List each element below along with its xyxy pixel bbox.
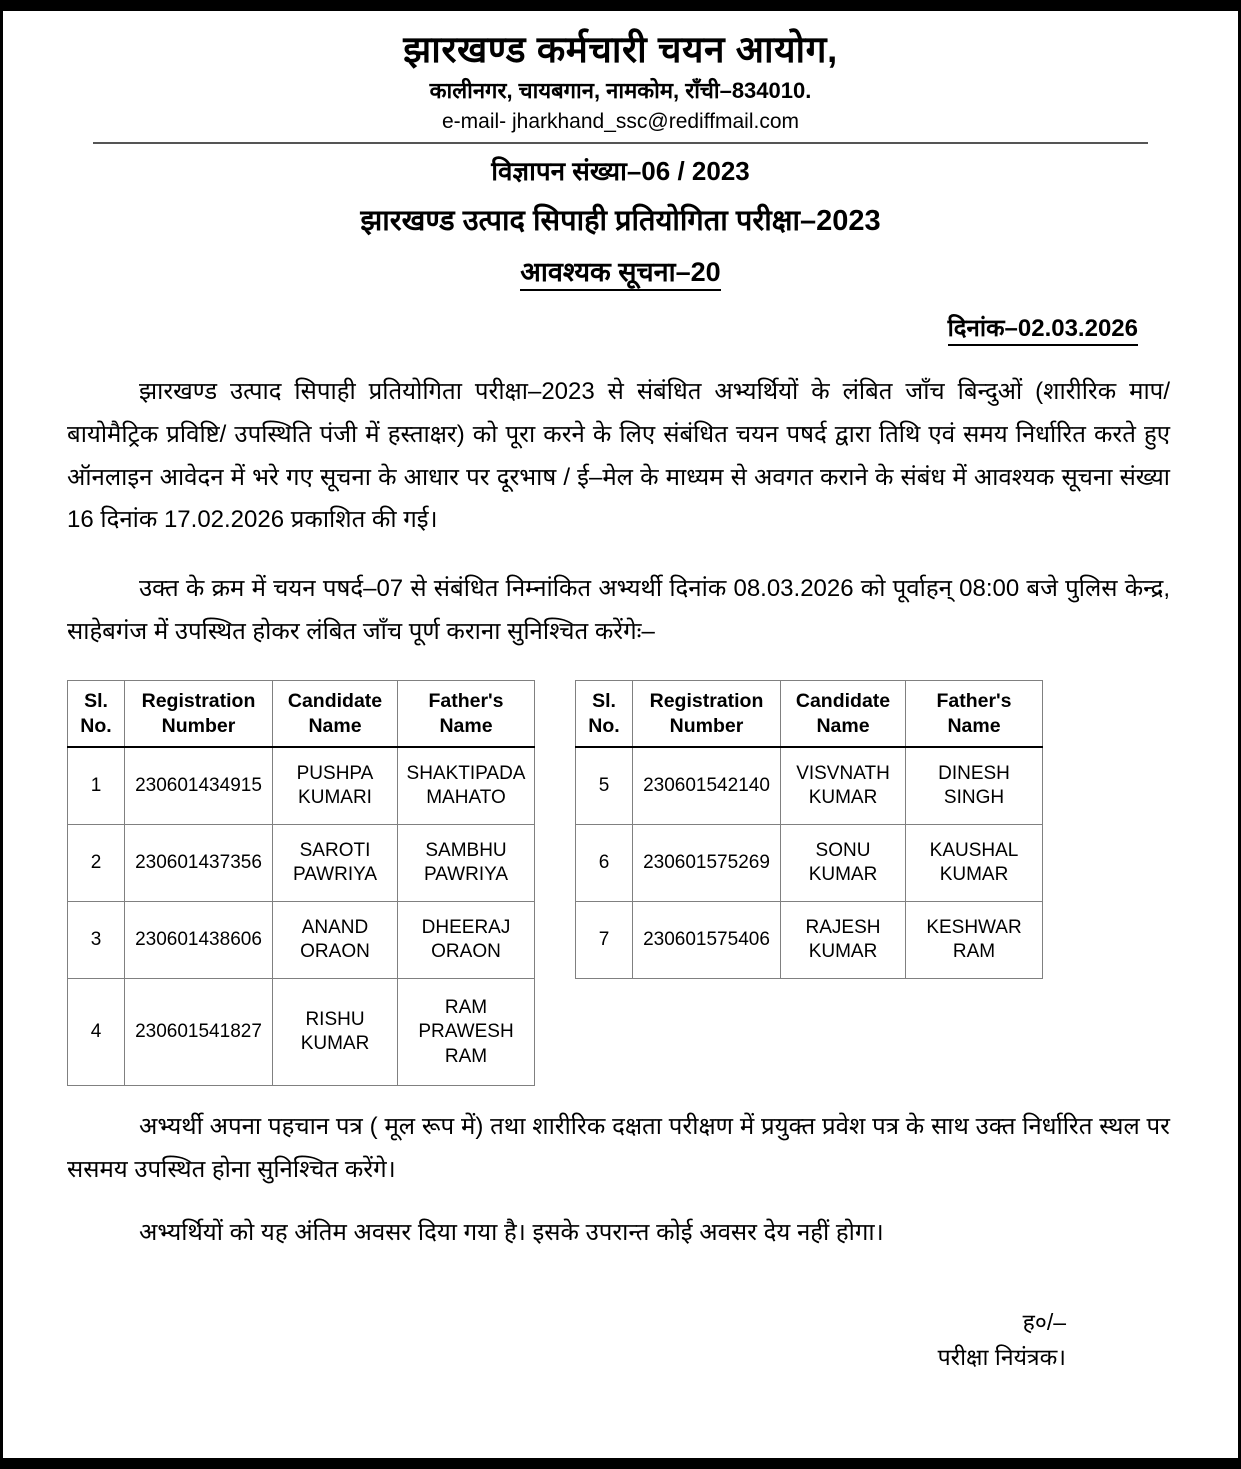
column-header-candidate-name: Candidate Name: [781, 680, 906, 747]
cell-candidate-name: RISHU KUMAR: [273, 979, 398, 1086]
cell-sl-no: 5: [576, 747, 633, 825]
paragraph-4: अभ्यर्थियों को यह अंतिम अवसर दिया गया है। इसके उपरान्त कोई अवसर देय नहीं होगा।: [139, 1218, 884, 1246]
organization-address: कालीनगर, चायबगान, नामकोम, राँची–834010.: [429, 78, 812, 104]
notice-number-text: आवश्यक सूचना–20: [520, 257, 720, 291]
exam-title: झारखण्ड उत्पाद सिपाही प्रतियोगिता परीक्षा–2023: [360, 205, 881, 238]
table-row: [68, 979, 535, 1086]
paragraph-1: झारखण्ड उत्पाद सिपाही प्रतियोगिता परीक्षा–2023 से संबंधित अभ्यर्थियों के लंबित जाँच बिन्दुओं (शारीरिक माप/ बायोमैट्रिक प्रविष्टि/ उपस्थिति पंजी में हस्ताक्षर) को पूरा करने के लिए संबंधित चयन पषर्द द्वारा तिथि एवं समय निर्धारित करते हुए ऑनलाइन आवेदन में भरे गए सूचना के आधार पर दूरभाष / ई–मेल के माध्यम से अवगत कराने के संबंध में आवश्यक सूचना संख्या 16 दिनांक 17.02.2026 प्रकाशित की गई।: [67, 378, 1170, 534]
page-content: [3, 11, 1238, 1458]
column-header-fathers-name: Father's Name: [906, 680, 1043, 747]
cell-fathers-name: DHEERAJ ORAON: [398, 902, 535, 979]
column-header-sl-no: Sl. No.: [576, 680, 633, 747]
cell-sl-no: 4: [68, 979, 125, 1086]
cell-sl-no: 3: [68, 902, 125, 979]
cell-candidate-name: PUSHPA KUMARI: [273, 747, 398, 825]
cell-fathers-name: DINESH SINGH: [906, 747, 1043, 825]
signature-mark: ह०/–: [1022, 1308, 1066, 1335]
cell-sl-no: 7: [576, 902, 633, 979]
table-row: [576, 902, 1043, 979]
candidate-tables: [63, 680, 1178, 1087]
table-row: [576, 825, 1043, 902]
cell-registration-number: 230601575406: [633, 902, 781, 979]
column-header-registration-number: Registration Number: [633, 680, 781, 747]
table-row: [576, 747, 1043, 825]
cell-sl-no: 6: [576, 825, 633, 902]
cell-registration-number: 230601542140: [633, 747, 781, 825]
cell-candidate-name: RAJESH KUMAR: [781, 902, 906, 979]
table-row: [68, 747, 535, 825]
cell-sl-no: 2: [68, 825, 125, 902]
signature-block: [63, 1305, 1178, 1376]
table-header-row: [576, 680, 1043, 747]
column-header-sl-no: Sl. No.: [68, 680, 125, 747]
notice-number: [63, 254, 1178, 290]
cell-candidate-name: SAROTI PAWRIYA: [273, 825, 398, 902]
cell-sl-no: 1: [68, 747, 125, 825]
column-header-registration-number: Registration Number: [125, 680, 273, 747]
paragraph-2: उक्त के क्रम में चयन पषर्द–07 से संबंधित निम्नांकित अभ्यर्थी दिनांक 08.03.2026 को पूर्वाहन् 08:00 बजे पुलिस केन्द्र, साहेबगंज में उपस्थित होकर लंबित जाँच पूर्ण कराना सुनिश्चित करेंगेः–: [67, 575, 1170, 645]
cell-fathers-name: SHAKTIPADA MAHATO: [398, 747, 535, 825]
table-header-row: [68, 680, 535, 747]
candidate-table-left: [67, 680, 535, 1087]
header-divider: [93, 142, 1148, 144]
cell-registration-number: 230601438606: [125, 902, 273, 979]
organization-name: झारखण्ड कर्मचारी चयन आयोग,: [403, 29, 838, 70]
cell-candidate-name: SONU KUMAR: [781, 825, 906, 902]
table-row: [68, 902, 535, 979]
cell-registration-number: 230601434915: [125, 747, 273, 825]
notice-date: [63, 313, 1138, 345]
cell-fathers-name: SAMBHU PAWRIYA: [398, 825, 535, 902]
column-header-fathers-name: Father's Name: [398, 680, 535, 747]
table-row: [68, 825, 535, 902]
signature-designation: परीक्षा नियंत्रक।: [937, 1344, 1066, 1371]
notice-date-text: दिनांक–02.03.2026: [948, 315, 1138, 346]
cell-candidate-name: VISVNATH KUMAR: [781, 747, 906, 825]
cell-registration-number: 230601541827: [125, 979, 273, 1086]
advertisement-number: विज्ञापन संख्या–06 / 2023: [491, 156, 750, 187]
paragraph-3: अभ्यर्थी अपना पहचान पत्र ( मूल रूप में) तथा शारीरिक दक्षता परीक्षण में प्रयुक्त प्रवेश पत्र के साथ उक्त निर्धारित स्थल पर ससमय उपस्थित होना सुनिश्चित करेंगे।: [67, 1113, 1170, 1184]
organization-email: e-mail- jharkhand_ssc@rediffmail.com: [441, 109, 800, 133]
cell-registration-number: 230601575269: [633, 825, 781, 902]
cell-fathers-name: RAM PRAWESH RAM: [398, 979, 535, 1086]
column-header-candidate-name: Candidate Name: [273, 680, 398, 747]
cell-candidate-name: ANAND ORAON: [273, 902, 398, 979]
cell-fathers-name: KESHWAR RAM: [906, 902, 1043, 979]
candidate-table-right: [575, 680, 1043, 980]
cell-fathers-name: KAUSHAL KUMAR: [906, 825, 1043, 902]
cell-registration-number: 230601437356: [125, 825, 273, 902]
